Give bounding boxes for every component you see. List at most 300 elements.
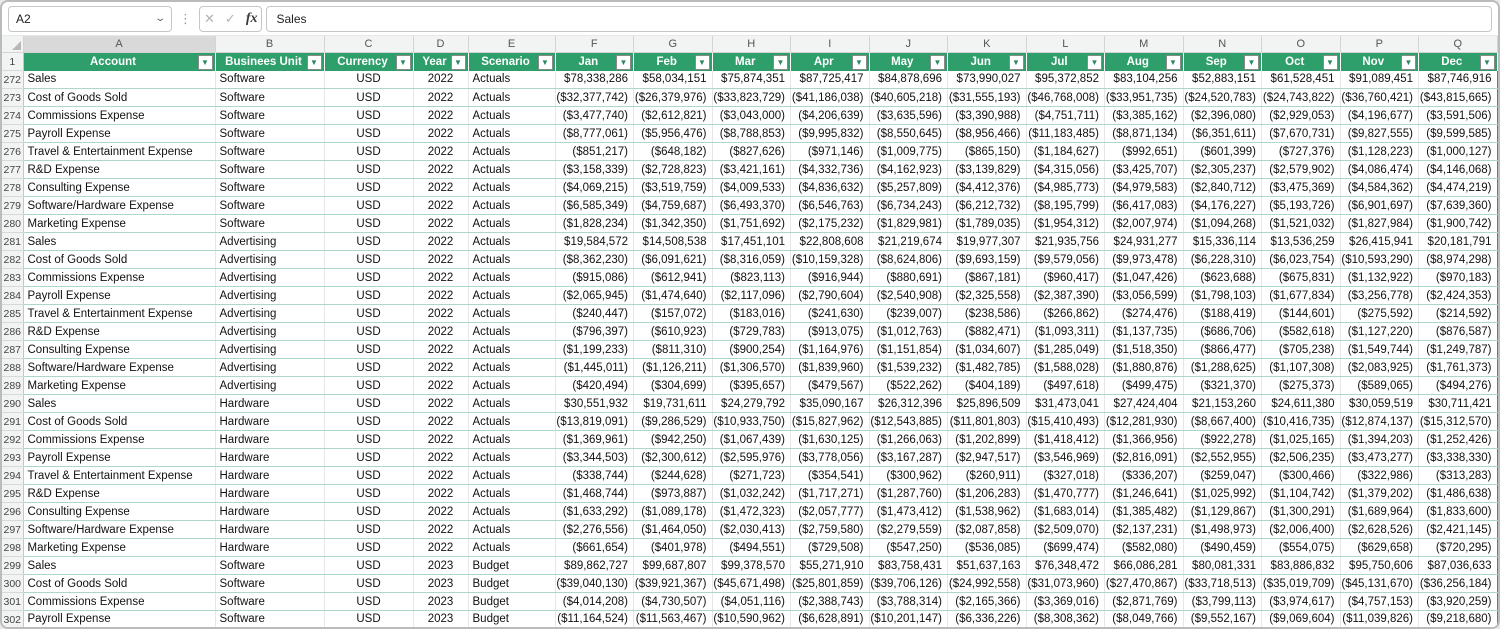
cell[interactable]: ($2,387,390) bbox=[1026, 287, 1105, 305]
row-number[interactable]: 1 bbox=[2, 53, 23, 71]
filter-dropdown-icon[interactable]: ▼ bbox=[930, 55, 945, 70]
cell[interactable]: Actuals bbox=[468, 125, 555, 143]
cell[interactable]: ($882,471) bbox=[948, 323, 1027, 341]
cell[interactable]: ($238,586) bbox=[948, 305, 1027, 323]
cell[interactable]: Actuals bbox=[468, 179, 555, 197]
cell[interactable]: USD bbox=[324, 323, 413, 341]
cell[interactable]: ($12,543,885) bbox=[869, 413, 948, 431]
row-number[interactable]: 274 bbox=[2, 107, 23, 125]
cell[interactable]: Software bbox=[215, 161, 324, 179]
more-options-icon[interactable]: ⋮ bbox=[179, 10, 192, 26]
cell[interactable]: ($2,759,580) bbox=[791, 521, 870, 539]
cell[interactable]: $19,584,572 bbox=[555, 233, 634, 251]
cell[interactable]: ($3,256,778) bbox=[1340, 287, 1419, 305]
cell[interactable]: ($322,986) bbox=[1340, 467, 1419, 485]
cell[interactable]: ($39,921,367) bbox=[634, 575, 713, 593]
column-letter-j[interactable]: J bbox=[869, 36, 948, 53]
cell[interactable]: ($300,962) bbox=[869, 467, 948, 485]
cell[interactable]: Actuals bbox=[468, 467, 555, 485]
cell[interactable]: R&D Expense bbox=[23, 323, 215, 341]
cell[interactable]: ($1,164,976) bbox=[791, 341, 870, 359]
cell[interactable]: ($729,783) bbox=[712, 323, 791, 341]
cell[interactable]: $24,931,277 bbox=[1105, 233, 1184, 251]
row-number[interactable]: 275 bbox=[2, 125, 23, 143]
cell[interactable]: Actuals bbox=[468, 107, 555, 125]
cell[interactable]: 2022 bbox=[413, 251, 468, 269]
cell[interactable]: ($3,139,829) bbox=[948, 161, 1027, 179]
cell[interactable]: ($4,979,583) bbox=[1105, 179, 1184, 197]
cell[interactable]: Advertising bbox=[215, 323, 324, 341]
cell[interactable]: ($33,823,729) bbox=[712, 89, 791, 107]
row-number[interactable]: 293 bbox=[2, 449, 23, 467]
cell[interactable]: Actuals bbox=[468, 413, 555, 431]
cell[interactable]: ($6,228,310) bbox=[1183, 251, 1262, 269]
cell[interactable]: $87,746,916 bbox=[1419, 71, 1498, 89]
cell[interactable]: USD bbox=[324, 359, 413, 377]
column-letter-d[interactable]: D bbox=[413, 36, 468, 53]
cell[interactable]: 2022 bbox=[413, 467, 468, 485]
cell[interactable]: ($686,706) bbox=[1183, 323, 1262, 341]
cell[interactable]: Actuals bbox=[468, 521, 555, 539]
cell[interactable]: ($1,285,049) bbox=[1026, 341, 1105, 359]
cell[interactable]: Actuals bbox=[468, 71, 555, 89]
cell[interactable]: ($13,819,091) bbox=[555, 413, 634, 431]
cell[interactable]: Actuals bbox=[468, 251, 555, 269]
cell[interactable]: ($1,012,763) bbox=[869, 323, 948, 341]
header-cell-may[interactable] bbox=[869, 53, 948, 71]
cell[interactable]: ($1,009,775) bbox=[869, 143, 948, 161]
cell[interactable]: $20,181,791 bbox=[1419, 233, 1498, 251]
cell[interactable]: ($1,093,311) bbox=[1026, 323, 1105, 341]
cell[interactable]: ($1,445,011) bbox=[555, 359, 634, 377]
cell[interactable]: ($6,901,697) bbox=[1340, 197, 1419, 215]
column-letter-m[interactable]: M bbox=[1105, 36, 1184, 53]
cell[interactable]: ($241,630) bbox=[791, 305, 870, 323]
row-number[interactable]: 285 bbox=[2, 305, 23, 323]
cell[interactable]: ($2,728,823) bbox=[634, 161, 713, 179]
cell[interactable]: ($1,418,412) bbox=[1026, 431, 1105, 449]
cell[interactable]: ($6,023,754) bbox=[1262, 251, 1341, 269]
cell[interactable]: 2022 bbox=[413, 539, 468, 557]
cell[interactable]: ($675,831) bbox=[1262, 269, 1341, 287]
cell[interactable]: ($1,717,271) bbox=[791, 485, 870, 503]
cell[interactable]: ($4,206,639) bbox=[791, 107, 870, 125]
cell[interactable]: Actuals bbox=[468, 89, 555, 107]
row-number[interactable]: 281 bbox=[2, 233, 23, 251]
cell[interactable]: ($1,067,439) bbox=[712, 431, 791, 449]
cell[interactable]: ($796,397) bbox=[555, 323, 634, 341]
header-cell-apr[interactable] bbox=[791, 53, 870, 71]
cell[interactable]: ($876,587) bbox=[1419, 323, 1498, 341]
cell[interactable]: Actuals bbox=[468, 431, 555, 449]
cell[interactable]: ($1,287,760) bbox=[869, 485, 948, 503]
cell[interactable]: ($2,325,558) bbox=[948, 287, 1027, 305]
cell[interactable]: ($8,956,466) bbox=[948, 125, 1027, 143]
cell[interactable]: Budget bbox=[468, 593, 555, 611]
cell[interactable]: 2022 bbox=[413, 233, 468, 251]
cancel-icon[interactable]: ✕ bbox=[204, 11, 215, 26]
cell[interactable]: ($6,585,349) bbox=[555, 197, 634, 215]
cell[interactable]: Advertising bbox=[215, 305, 324, 323]
cell[interactable]: ($6,546,763) bbox=[791, 197, 870, 215]
cell[interactable]: ($275,592) bbox=[1340, 305, 1419, 323]
cell[interactable]: ($4,315,056) bbox=[1026, 161, 1105, 179]
filter-dropdown-icon[interactable]: ▼ bbox=[1323, 55, 1338, 70]
header-cell-currency[interactable] bbox=[324, 53, 413, 71]
cell[interactable]: ($1,549,744) bbox=[1340, 341, 1419, 359]
cell[interactable]: ($1,839,960) bbox=[791, 359, 870, 377]
cell[interactable]: ($9,218,680) bbox=[1419, 611, 1498, 629]
cell[interactable]: Payroll Expense bbox=[23, 449, 215, 467]
cell[interactable]: ($2,612,821) bbox=[634, 107, 713, 125]
cell[interactable]: $99,687,807 bbox=[634, 557, 713, 575]
cell[interactable]: ($1,473,412) bbox=[869, 503, 948, 521]
cell[interactable]: ($4,757,153) bbox=[1340, 593, 1419, 611]
cell[interactable]: Software bbox=[215, 107, 324, 125]
cell[interactable]: ($8,788,853) bbox=[712, 125, 791, 143]
cell[interactable]: ($3,043,000) bbox=[712, 107, 791, 125]
cell[interactable]: ($589,065) bbox=[1340, 377, 1419, 395]
cell[interactable]: ($1,633,292) bbox=[555, 503, 634, 521]
cell[interactable]: ($46,768,008) bbox=[1026, 89, 1105, 107]
cell[interactable]: ($11,801,803) bbox=[948, 413, 1027, 431]
cell[interactable]: 2022 bbox=[413, 161, 468, 179]
row-number[interactable]: 286 bbox=[2, 323, 23, 341]
cell[interactable]: ($494,551) bbox=[712, 539, 791, 557]
cell[interactable]: ($3,425,707) bbox=[1105, 161, 1184, 179]
cell[interactable]: ($8,308,362) bbox=[1026, 611, 1105, 629]
header-cell-scenario[interactable] bbox=[468, 53, 555, 71]
cell[interactable]: Travel & Entertainment Expense bbox=[23, 143, 215, 161]
cell[interactable]: $24,279,792 bbox=[712, 395, 791, 413]
cell[interactable]: ($1,379,202) bbox=[1340, 485, 1419, 503]
filter-dropdown-icon[interactable]: ▼ bbox=[1087, 55, 1102, 70]
cell[interactable]: ($1,798,103) bbox=[1183, 287, 1262, 305]
cell[interactable]: ($8,550,645) bbox=[869, 125, 948, 143]
cell[interactable]: ($260,911) bbox=[948, 467, 1027, 485]
header-cell-businees-unit[interactable] bbox=[215, 53, 324, 71]
column-letter-b[interactable]: B bbox=[215, 36, 324, 53]
cell[interactable]: USD bbox=[324, 143, 413, 161]
cell[interactable]: ($2,540,908) bbox=[869, 287, 948, 305]
cell[interactable]: Commissions Expense bbox=[23, 593, 215, 611]
cell[interactable]: ($3,778,056) bbox=[791, 449, 870, 467]
cell[interactable]: ($610,923) bbox=[634, 323, 713, 341]
cell[interactable]: Hardware bbox=[215, 503, 324, 521]
cell[interactable]: ($266,862) bbox=[1026, 305, 1105, 323]
cell[interactable]: ($1,034,607) bbox=[948, 341, 1027, 359]
cell[interactable]: ($1,518,350) bbox=[1105, 341, 1184, 359]
row-number[interactable]: 298 bbox=[2, 539, 23, 557]
cell[interactable]: ($5,956,476) bbox=[634, 125, 713, 143]
cell[interactable]: 2022 bbox=[413, 305, 468, 323]
cell[interactable]: ($1,246,641) bbox=[1105, 485, 1184, 503]
cell[interactable]: ($39,706,126) bbox=[869, 575, 948, 593]
filter-dropdown-icon[interactable]: ▼ bbox=[1244, 55, 1259, 70]
cell[interactable]: Software/Hardware Expense bbox=[23, 359, 215, 377]
cell[interactable]: ($522,262) bbox=[869, 377, 948, 395]
cell[interactable]: ($3,344,503) bbox=[555, 449, 634, 467]
enter-icon[interactable]: ✓ bbox=[224, 11, 236, 26]
cell[interactable]: ($582,618) bbox=[1262, 323, 1341, 341]
cell[interactable]: ($1,954,312) bbox=[1026, 215, 1105, 233]
cell[interactable]: ($1,789,035) bbox=[948, 215, 1027, 233]
cell[interactable]: $30,551,932 bbox=[555, 395, 634, 413]
cell[interactable]: USD bbox=[324, 611, 413, 629]
cell[interactable]: ($648,182) bbox=[634, 143, 713, 161]
column-letter-f[interactable]: F bbox=[555, 36, 634, 53]
cell[interactable]: Cost of Goods Sold bbox=[23, 89, 215, 107]
cell[interactable]: Advertising bbox=[215, 287, 324, 305]
cell[interactable]: ($10,933,750) bbox=[712, 413, 791, 431]
cell[interactable]: $31,473,041 bbox=[1026, 395, 1105, 413]
cell[interactable]: ($3,477,740) bbox=[555, 107, 634, 125]
cell[interactable]: ($1,880,876) bbox=[1105, 359, 1184, 377]
row-number[interactable]: 297 bbox=[2, 521, 23, 539]
cell[interactable]: ($313,283) bbox=[1419, 467, 1498, 485]
cell[interactable]: Budget bbox=[468, 557, 555, 575]
cell[interactable]: $17,451,101 bbox=[712, 233, 791, 251]
cell[interactable]: $84,878,696 bbox=[869, 71, 948, 89]
cell[interactable]: ($4,584,362) bbox=[1340, 179, 1419, 197]
cell[interactable]: $58,034,151 bbox=[634, 71, 713, 89]
cell[interactable]: ($3,421,161) bbox=[712, 161, 791, 179]
cell[interactable]: ($970,183) bbox=[1419, 269, 1498, 287]
cell[interactable]: ($3,920,259) bbox=[1419, 593, 1498, 611]
cell[interactable]: ($1,000,127) bbox=[1419, 143, 1498, 161]
cell[interactable]: ($1,288,625) bbox=[1183, 359, 1262, 377]
cell[interactable]: Software/Hardware Expense bbox=[23, 521, 215, 539]
cell[interactable]: Cost of Goods Sold bbox=[23, 575, 215, 593]
formula-input[interactable]: Sales bbox=[266, 6, 1492, 32]
cell[interactable]: ($2,083,925) bbox=[1340, 359, 1419, 377]
cell[interactable]: $15,336,114 bbox=[1183, 233, 1262, 251]
cell[interactable]: ($327,018) bbox=[1026, 467, 1105, 485]
cell[interactable]: ($1,761,373) bbox=[1419, 359, 1498, 377]
cell[interactable]: ($3,635,596) bbox=[869, 107, 948, 125]
cell[interactable]: ($9,069,604) bbox=[1262, 611, 1341, 629]
header-cell-aug[interactable] bbox=[1105, 53, 1184, 71]
cell[interactable]: ($1,474,640) bbox=[634, 287, 713, 305]
cell[interactable]: ($1,521,032) bbox=[1262, 215, 1341, 233]
cell[interactable]: ($338,744) bbox=[555, 467, 634, 485]
cell[interactable]: ($3,167,287) bbox=[869, 449, 948, 467]
cell[interactable]: ($811,310) bbox=[634, 341, 713, 359]
cell[interactable]: ($4,162,923) bbox=[869, 161, 948, 179]
cell[interactable]: ($729,508) bbox=[791, 539, 870, 557]
cell[interactable]: $95,372,852 bbox=[1026, 71, 1105, 89]
cell[interactable]: Actuals bbox=[468, 161, 555, 179]
cell[interactable]: ($8,974,298) bbox=[1419, 251, 1498, 269]
cell[interactable]: 2023 bbox=[413, 611, 468, 629]
cell[interactable]: ($2,388,743) bbox=[791, 593, 870, 611]
cell[interactable]: 2022 bbox=[413, 71, 468, 89]
cell[interactable]: 2022 bbox=[413, 377, 468, 395]
cell[interactable]: ($823,113) bbox=[712, 269, 791, 287]
cell[interactable]: ($1,266,063) bbox=[869, 431, 948, 449]
cell[interactable]: Marketing Expense bbox=[23, 539, 215, 557]
cell[interactable]: ($31,555,193) bbox=[948, 89, 1027, 107]
cell[interactable]: ($31,073,960) bbox=[1026, 575, 1105, 593]
cell[interactable]: ($6,493,370) bbox=[712, 197, 791, 215]
cell[interactable]: ($3,974,617) bbox=[1262, 593, 1341, 611]
cell[interactable]: ($9,995,832) bbox=[791, 125, 870, 143]
cell[interactable]: USD bbox=[324, 341, 413, 359]
cell[interactable]: ($2,424,353) bbox=[1419, 287, 1498, 305]
cell[interactable]: Software bbox=[215, 557, 324, 575]
cell[interactable]: ($1,630,125) bbox=[791, 431, 870, 449]
cell[interactable]: Payroll Expense bbox=[23, 125, 215, 143]
cell[interactable]: ($9,973,478) bbox=[1105, 251, 1184, 269]
cell[interactable]: ($26,379,976) bbox=[634, 89, 713, 107]
header-cell-sep[interactable] bbox=[1183, 53, 1262, 71]
cell[interactable]: Actuals bbox=[468, 341, 555, 359]
cell[interactable]: ($1,677,834) bbox=[1262, 287, 1341, 305]
cell[interactable]: ($973,887) bbox=[634, 485, 713, 503]
cell[interactable]: ($2,816,091) bbox=[1105, 449, 1184, 467]
cell[interactable]: ($40,605,218) bbox=[869, 89, 948, 107]
cell[interactable]: ($2,509,070) bbox=[1026, 521, 1105, 539]
cell[interactable]: ($2,165,366) bbox=[948, 593, 1027, 611]
cell[interactable]: 2022 bbox=[413, 215, 468, 233]
cell[interactable]: ($1,829,981) bbox=[869, 215, 948, 233]
cell[interactable]: ($1,751,692) bbox=[712, 215, 791, 233]
cell[interactable]: Travel & Entertainment Expense bbox=[23, 467, 215, 485]
cell[interactable]: Budget bbox=[468, 611, 555, 629]
cell[interactable]: $14,508,538 bbox=[634, 233, 713, 251]
cell[interactable]: Consulting Expense bbox=[23, 503, 215, 521]
cell[interactable]: ($1,900,742) bbox=[1419, 215, 1498, 233]
cell[interactable]: ($157,072) bbox=[634, 305, 713, 323]
cell[interactable]: ($24,743,822) bbox=[1262, 89, 1341, 107]
cell[interactable]: $13,536,259 bbox=[1262, 233, 1341, 251]
cell[interactable]: ($395,657) bbox=[712, 377, 791, 395]
filter-dropdown-icon[interactable]: ▼ bbox=[396, 55, 411, 70]
cell[interactable]: ($10,590,962) bbox=[712, 611, 791, 629]
cell[interactable]: $78,338,286 bbox=[555, 71, 634, 89]
cell[interactable]: ($536,085) bbox=[948, 539, 1027, 557]
row-number[interactable]: 301 bbox=[2, 593, 23, 611]
cell[interactable]: 2022 bbox=[413, 521, 468, 539]
cell[interactable]: USD bbox=[324, 287, 413, 305]
cell[interactable]: Actuals bbox=[468, 359, 555, 377]
cell[interactable]: $21,935,756 bbox=[1026, 233, 1105, 251]
cell[interactable]: ($300,466) bbox=[1262, 467, 1341, 485]
cell[interactable]: ($5,193,726) bbox=[1262, 197, 1341, 215]
cell[interactable]: $55,271,910 bbox=[791, 557, 870, 575]
cell[interactable]: $35,090,167 bbox=[791, 395, 870, 413]
cell[interactable]: ($1,470,777) bbox=[1026, 485, 1105, 503]
cell[interactable]: ($479,567) bbox=[791, 377, 870, 395]
cell[interactable]: ($6,091,621) bbox=[634, 251, 713, 269]
cell[interactable]: ($4,009,533) bbox=[712, 179, 791, 197]
cell[interactable]: ($9,552,167) bbox=[1183, 611, 1262, 629]
cell[interactable]: Actuals bbox=[468, 305, 555, 323]
cell[interactable]: ($6,628,891) bbox=[791, 611, 870, 629]
cell[interactable]: ($661,654) bbox=[555, 539, 634, 557]
cell[interactable]: ($45,671,498) bbox=[712, 575, 791, 593]
cell[interactable]: ($913,075) bbox=[791, 323, 870, 341]
cell[interactable]: ($2,175,232) bbox=[791, 215, 870, 233]
cell[interactable]: ($922,278) bbox=[1183, 431, 1262, 449]
cell[interactable]: $51,637,163 bbox=[948, 557, 1027, 575]
cell[interactable]: ($3,390,988) bbox=[948, 107, 1027, 125]
cell[interactable]: USD bbox=[324, 449, 413, 467]
cell[interactable]: ($8,316,059) bbox=[712, 251, 791, 269]
cell[interactable]: Commissions Expense bbox=[23, 107, 215, 125]
cell[interactable]: ($275,373) bbox=[1262, 377, 1341, 395]
column-letter-l[interactable]: L bbox=[1026, 36, 1105, 53]
cell[interactable]: $91,089,451 bbox=[1340, 71, 1419, 89]
cell[interactable]: ($3,473,277) bbox=[1340, 449, 1419, 467]
cell[interactable]: $87,036,633 bbox=[1419, 557, 1498, 575]
row-number[interactable]: 277 bbox=[2, 161, 23, 179]
cell[interactable]: ($4,985,773) bbox=[1026, 179, 1105, 197]
cell[interactable]: Advertising bbox=[215, 269, 324, 287]
cell[interactable]: ($401,978) bbox=[634, 539, 713, 557]
cell[interactable]: 2022 bbox=[413, 485, 468, 503]
cell[interactable]: 2022 bbox=[413, 197, 468, 215]
cell[interactable]: ($11,183,485) bbox=[1026, 125, 1105, 143]
cell[interactable]: ($2,790,604) bbox=[791, 287, 870, 305]
cell[interactable]: ($24,992,558) bbox=[948, 575, 1027, 593]
cell[interactable]: ($10,416,735) bbox=[1262, 413, 1341, 431]
cell[interactable]: ($1,833,600) bbox=[1419, 503, 1498, 521]
cell[interactable]: ($727,376) bbox=[1262, 143, 1341, 161]
cell[interactable]: ($12,874,137) bbox=[1340, 413, 1419, 431]
cell[interactable]: ($623,688) bbox=[1183, 269, 1262, 287]
cell[interactable]: Payroll Expense bbox=[23, 611, 215, 629]
cell[interactable]: $27,424,404 bbox=[1105, 395, 1184, 413]
cell[interactable]: USD bbox=[324, 575, 413, 593]
cell[interactable]: ($1,472,323) bbox=[712, 503, 791, 521]
cell[interactable]: ($880,691) bbox=[869, 269, 948, 287]
cell[interactable]: Hardware bbox=[215, 395, 324, 413]
row-number[interactable]: 299 bbox=[2, 557, 23, 575]
cell[interactable]: ($11,563,467) bbox=[634, 611, 713, 629]
header-cell-mar[interactable] bbox=[712, 53, 791, 71]
filter-dropdown-icon[interactable]: ▼ bbox=[773, 55, 788, 70]
cell[interactable]: ($8,777,061) bbox=[555, 125, 634, 143]
filter-dropdown-icon[interactable]: ▼ bbox=[616, 55, 631, 70]
cell[interactable]: $61,528,451 bbox=[1262, 71, 1341, 89]
cell[interactable]: ($2,840,712) bbox=[1183, 179, 1262, 197]
cell[interactable]: ($4,069,215) bbox=[555, 179, 634, 197]
cell[interactable]: ($1,366,956) bbox=[1105, 431, 1184, 449]
cell[interactable]: ($916,944) bbox=[791, 269, 870, 287]
cell[interactable]: USD bbox=[324, 233, 413, 251]
cell[interactable]: ($1,127,220) bbox=[1340, 323, 1419, 341]
cell[interactable]: ($3,369,016) bbox=[1026, 593, 1105, 611]
cell[interactable]: ($942,250) bbox=[634, 431, 713, 449]
cell[interactable]: Sales bbox=[23, 557, 215, 575]
cell[interactable]: Software bbox=[215, 575, 324, 593]
cell[interactable]: ($1,468,744) bbox=[555, 485, 634, 503]
cell[interactable]: Sales bbox=[23, 233, 215, 251]
column-letter-n[interactable]: N bbox=[1183, 36, 1262, 53]
cell[interactable]: 2023 bbox=[413, 557, 468, 575]
cell[interactable]: ($4,176,227) bbox=[1183, 197, 1262, 215]
cell[interactable]: 2022 bbox=[413, 341, 468, 359]
cell[interactable]: USD bbox=[324, 395, 413, 413]
cell[interactable]: Marketing Expense bbox=[23, 377, 215, 395]
cell[interactable]: ($8,624,806) bbox=[869, 251, 948, 269]
cell[interactable]: ($11,039,826) bbox=[1340, 611, 1419, 629]
header-cell-jun[interactable] bbox=[948, 53, 1027, 71]
cell[interactable]: ($2,421,145) bbox=[1419, 521, 1498, 539]
cell[interactable]: 2022 bbox=[413, 269, 468, 287]
cell[interactable]: Software bbox=[215, 125, 324, 143]
